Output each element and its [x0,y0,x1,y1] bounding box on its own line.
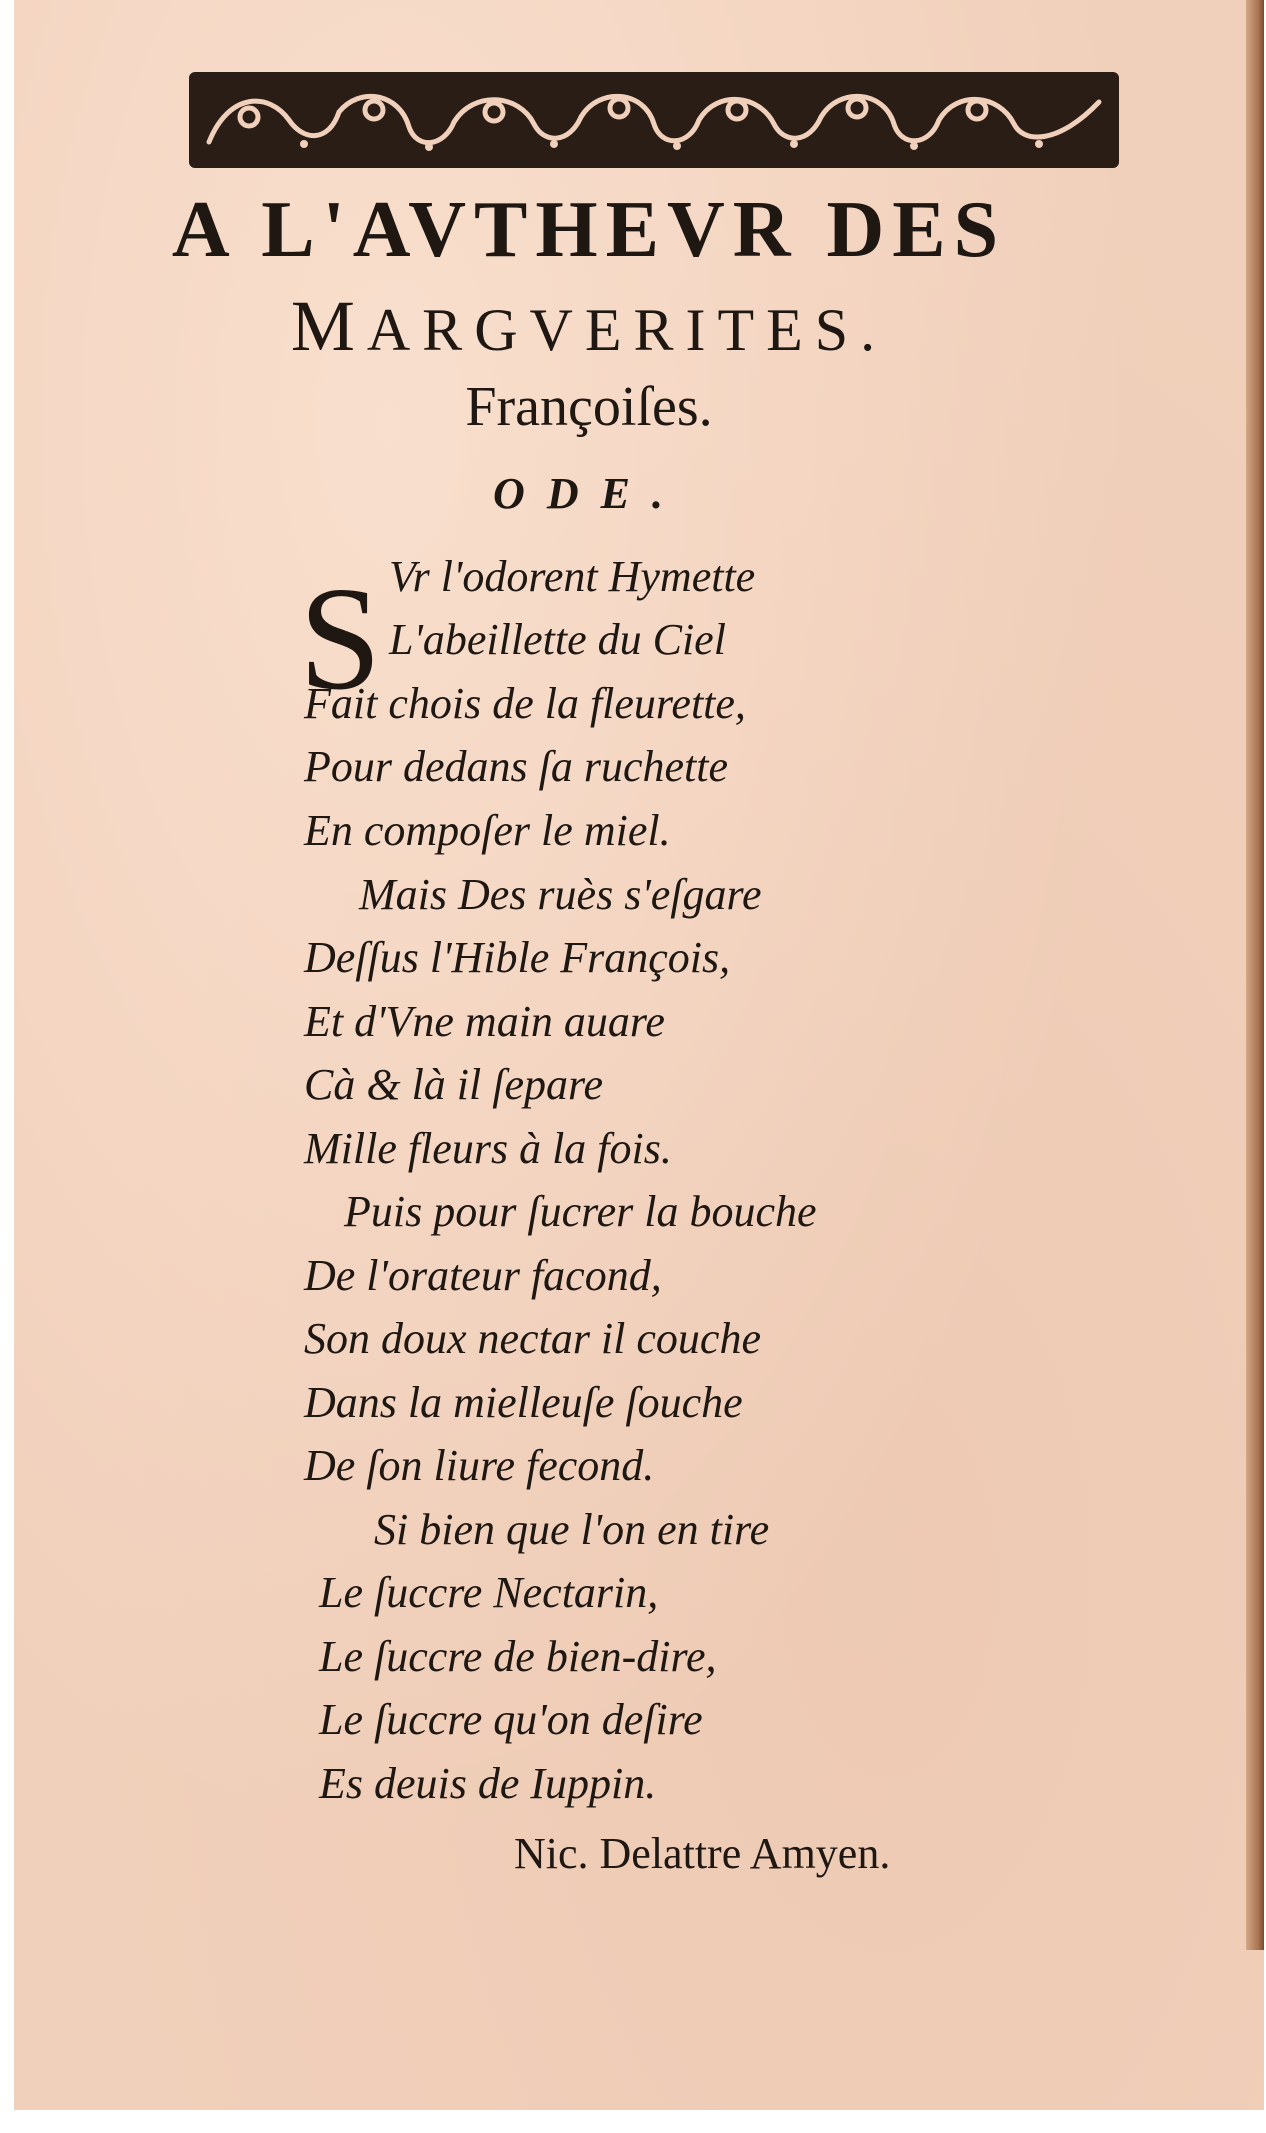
title-line-2-rest: ARGVERITES. [366,297,888,363]
poem-line: Vr l'odorent Hymette [389,552,756,601]
poem-line: L'abeillette du Ciel [389,615,726,664]
book-page [14,0,1264,2110]
signature: Nic. Delattre Amyen. [514,1829,891,1878]
poem-line: Pour dedans ſa ruchette [304,742,729,791]
poem-line: Mille fleurs à la fois. [304,1124,672,1173]
poem-line: De l'orateur facond, [304,1251,662,1300]
poem-line: Dans la mielleuſe ſouche [304,1378,743,1427]
poem-line: Es deuis de Iuppin. [319,1759,657,1808]
subtitle-ode: ODE. [493,469,685,518]
poem-line: Deſſus l'Hible François, [304,933,731,982]
poem-line: Le ſuccre qu'on deſire [319,1695,703,1744]
page-edge [1246,0,1264,1950]
poem-line: Son doux nectar il couche [304,1314,761,1363]
woodcut-ornament-band-icon [189,72,1119,168]
poem-line: Fait chois de la fleurette, [304,679,746,728]
poem-line: Puis pour ſucrer la bouche [344,1187,817,1236]
drop-cap: S [299,557,382,721]
title-line-2-capital: M [290,286,367,366]
poem-line: Mais Des ruès s'eſgare [359,870,762,919]
poem-line: Si bien que l'on en tire [374,1505,770,1554]
title-line-2 [14,285,1164,368]
title-line-1: A L'AVTHEVR DES [171,186,1007,274]
title-line-3: Françoiſes. [465,376,713,438]
poem-line: En compoſer le miel. [304,806,671,855]
poem-line: Cà & là il ſepare [304,1060,604,1109]
poem-line: Et d'Vne main auare [304,997,665,1046]
poem-line: Le ſuccre Nectarin, [319,1568,659,1617]
poem-line: De ſon liure fecond. [304,1441,655,1490]
poem-line: Le ſuccre de bien-dire, [319,1632,717,1681]
